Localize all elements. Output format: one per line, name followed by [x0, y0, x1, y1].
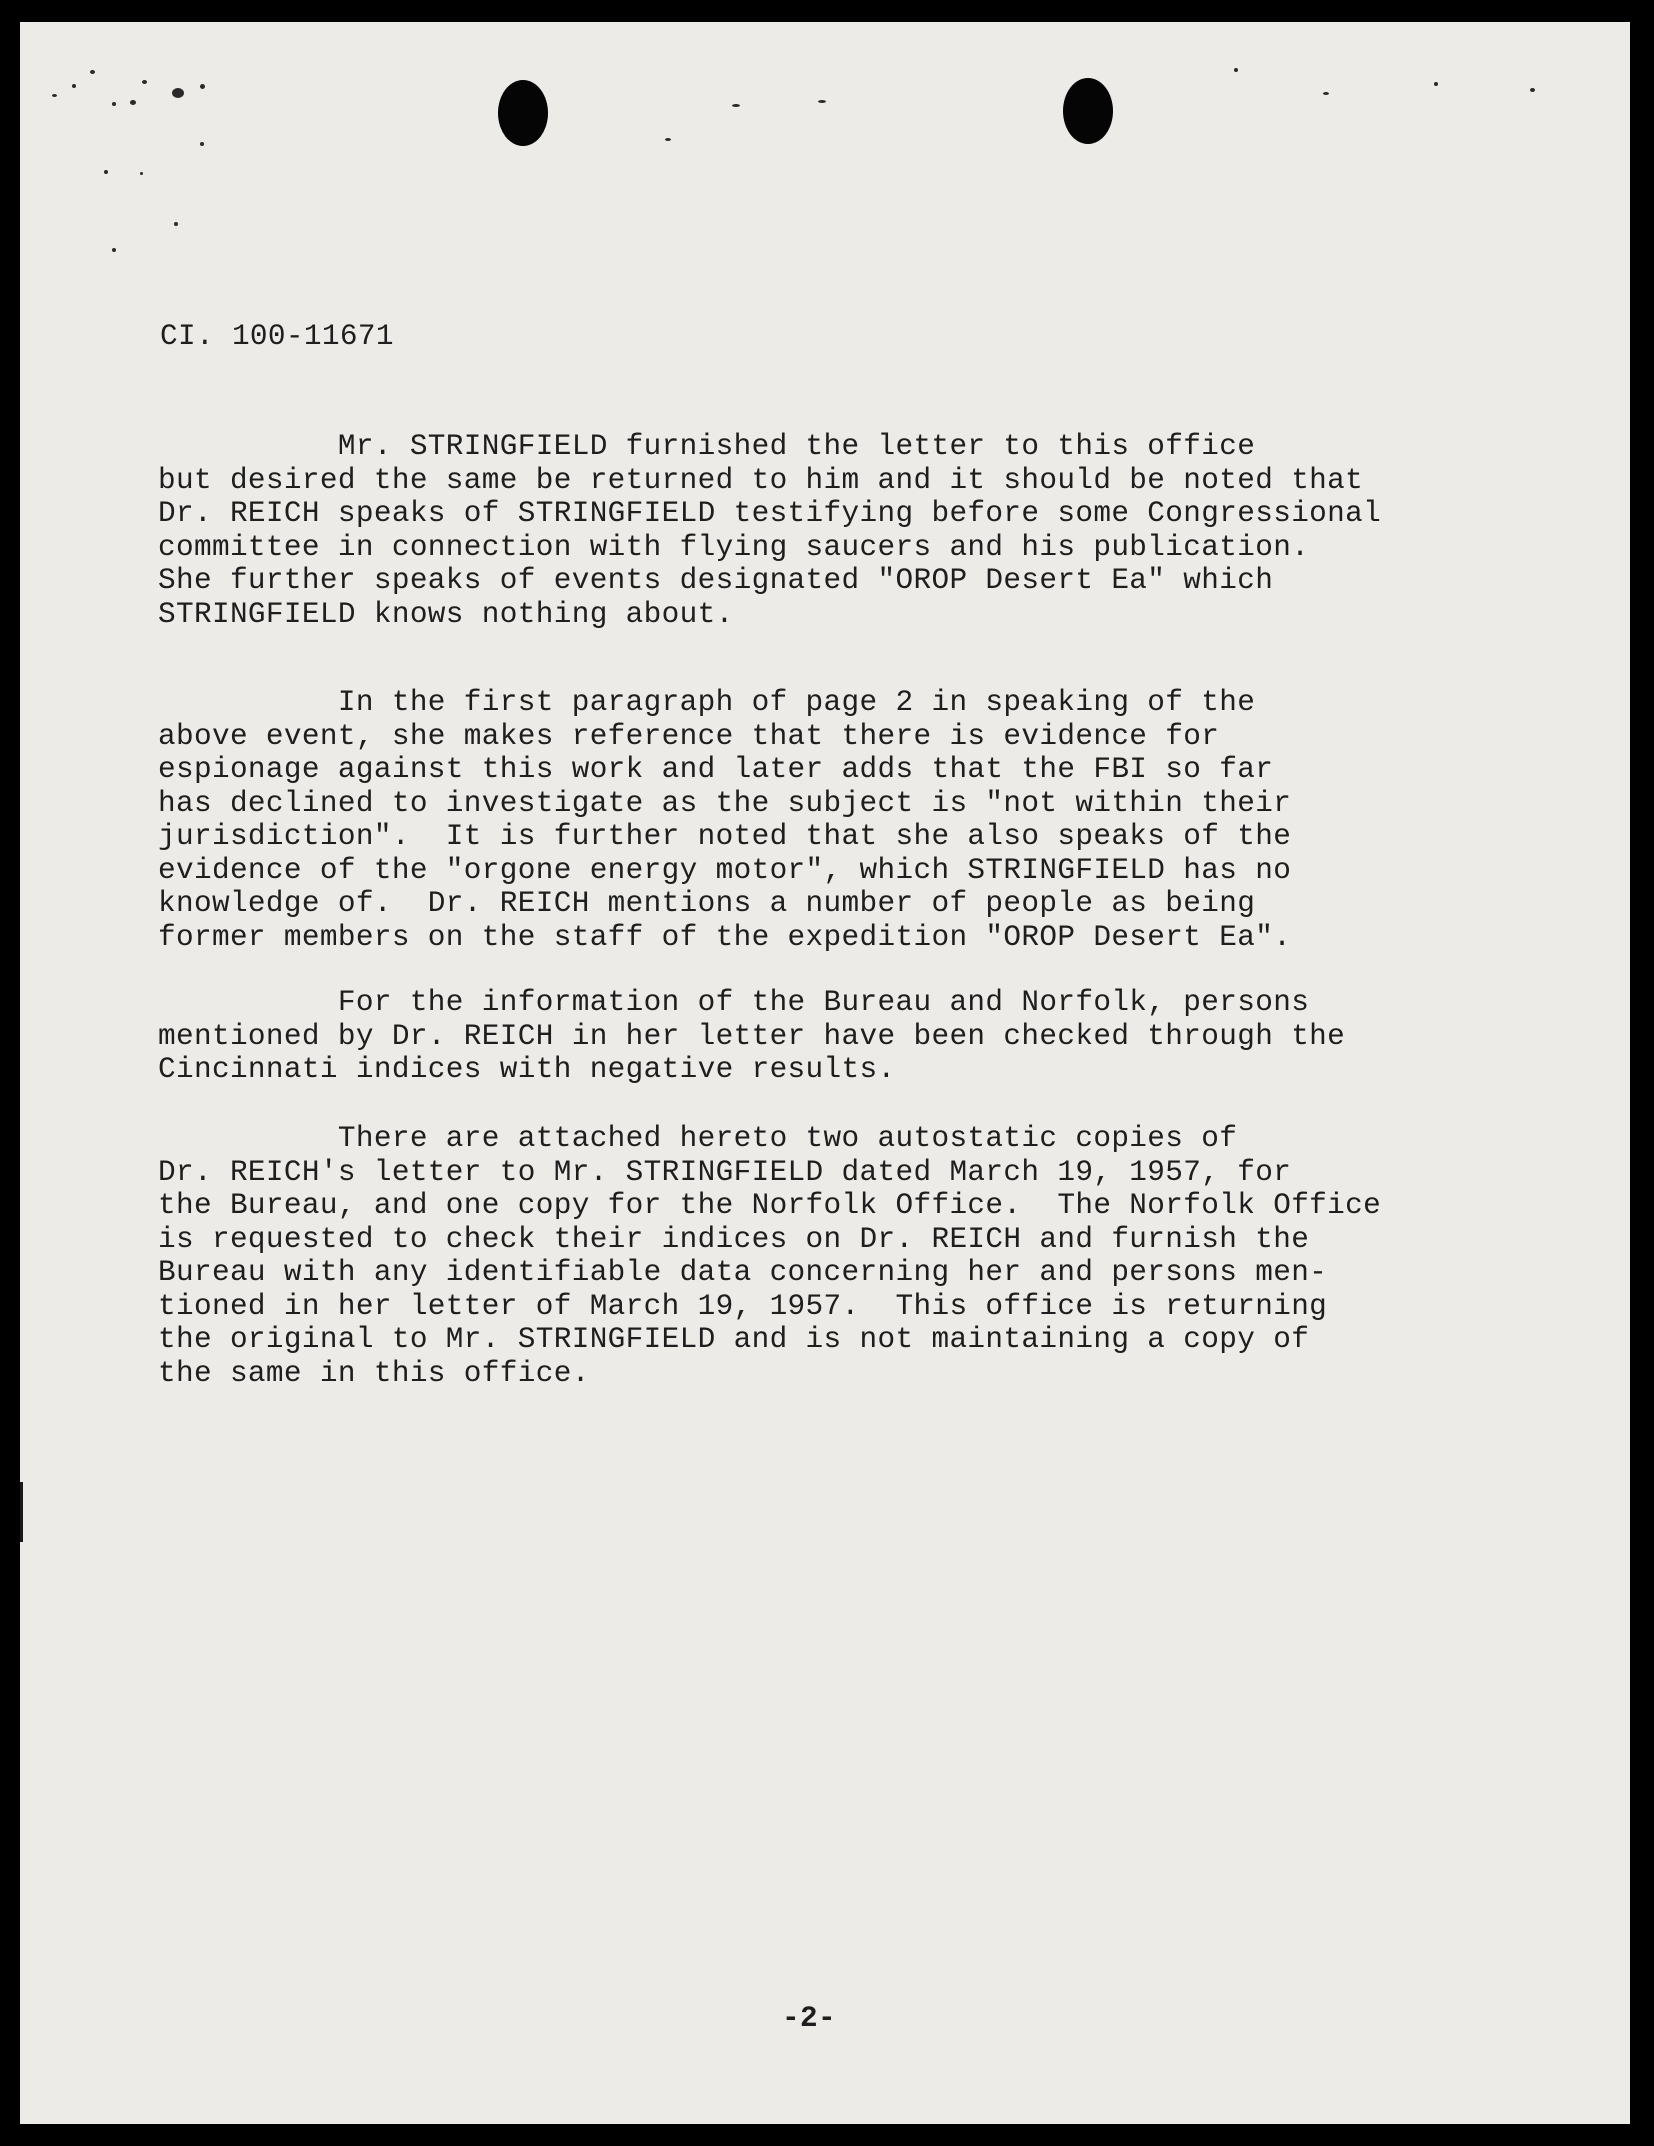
page-number: -2-: [782, 2002, 836, 2035]
text-line: is requested to check their indices on Dr. REICH and furnish the: [158, 1222, 1310, 1256]
text-line: tioned in her letter of March 19, 1957. This office is returning: [158, 1289, 1328, 1323]
paragraph-4: [158, 1122, 1381, 1390]
scan-speck: [140, 172, 143, 175]
document-page: [20, 22, 1630, 2124]
scan-speck: [732, 104, 740, 107]
scan-speck: [142, 80, 147, 84]
scan-speck: [200, 84, 205, 89]
text-line: jurisdiction". It is further noted that she also speaks of the: [158, 820, 1292, 853]
text-line: Dr. REICH speaks of STRINGFIELD testifying before some Congressional: [158, 497, 1382, 530]
text-line: evidence of the "orgone energy motor", which STRINGFIELD has no: [158, 853, 1292, 887]
scan-speck: [1434, 82, 1438, 86]
text-line: but desired the same be returned to him and it should be noted that: [158, 463, 1364, 497]
text-line: the same in this office.: [158, 1356, 590, 1390]
scan-speck: [1323, 92, 1329, 95]
scan-speck: [174, 222, 178, 226]
paragraph-1: [158, 430, 1381, 631]
text-line: knowledge of. Dr. REICH mentions a number of people as being: [158, 887, 1256, 920]
scan-speck: [200, 142, 204, 146]
scan-speck: [665, 138, 671, 141]
paragraph-3: [158, 986, 1345, 1087]
text-line: committee in connection with flying saucers and his publication.: [158, 530, 1310, 564]
punch-hole-right: [1063, 78, 1113, 144]
text-line: There are attached hereto two autostatic copies of: [158, 1122, 1238, 1155]
scan-speck: [112, 102, 116, 106]
text-line: above event, she makes reference that there is evidence for: [158, 719, 1220, 753]
scan-speck: [52, 94, 57, 97]
scan-speck: [172, 88, 184, 98]
text-line: She further speaks of events designated "OROP Desert Ea" which: [158, 564, 1274, 597]
text-line: former members on the staff of the expedition "OROP Desert Ea".: [158, 920, 1292, 954]
scan-speck: [72, 84, 76, 88]
text-line: the original to Mr. STRINGFIELD and is not maintaining a copy of: [158, 1323, 1310, 1356]
scan-speck: [104, 170, 108, 174]
scan-speck: [130, 100, 136, 105]
text-line: Cincinnati indices with negative results.: [158, 1053, 896, 1086]
text-line: has declined to investigate as the subject is "not within their: [158, 786, 1292, 820]
paragraph-2: [158, 686, 1291, 954]
scan-speck: [818, 100, 826, 103]
scan-speck: [1234, 68, 1238, 72]
text-line: Bureau with any identifiable data concerning her and persons men-: [158, 1256, 1328, 1289]
text-line: For the information of the Bureau and Norfolk, persons: [158, 986, 1310, 1019]
text-line: the Bureau, and one copy for the Norfolk Office. The Norfolk Office: [158, 1189, 1382, 1222]
text-line: Mr. STRINGFIELD furnished the letter to this office: [158, 430, 1256, 463]
file-number: CI. 100-11671: [160, 320, 394, 353]
scan-speck: [112, 248, 116, 252]
scan-speck: [90, 70, 95, 74]
text-line: espionage against this work and later adds that the FBI so far: [158, 753, 1274, 786]
scan-edge-mark: [20, 1482, 23, 1542]
text-line: mentioned by Dr. REICH in her letter have been checked through the: [158, 1019, 1346, 1053]
text-line: Dr. REICH's letter to Mr. STRINGFIELD dated March 19, 1957, for: [158, 1155, 1292, 1189]
text-line: In the first paragraph of page 2 in speaking of the: [158, 686, 1256, 719]
punch-hole-left: [498, 80, 548, 146]
scan-speck: [1530, 88, 1535, 92]
text-line: STRINGFIELD knows nothing about.: [158, 597, 734, 631]
